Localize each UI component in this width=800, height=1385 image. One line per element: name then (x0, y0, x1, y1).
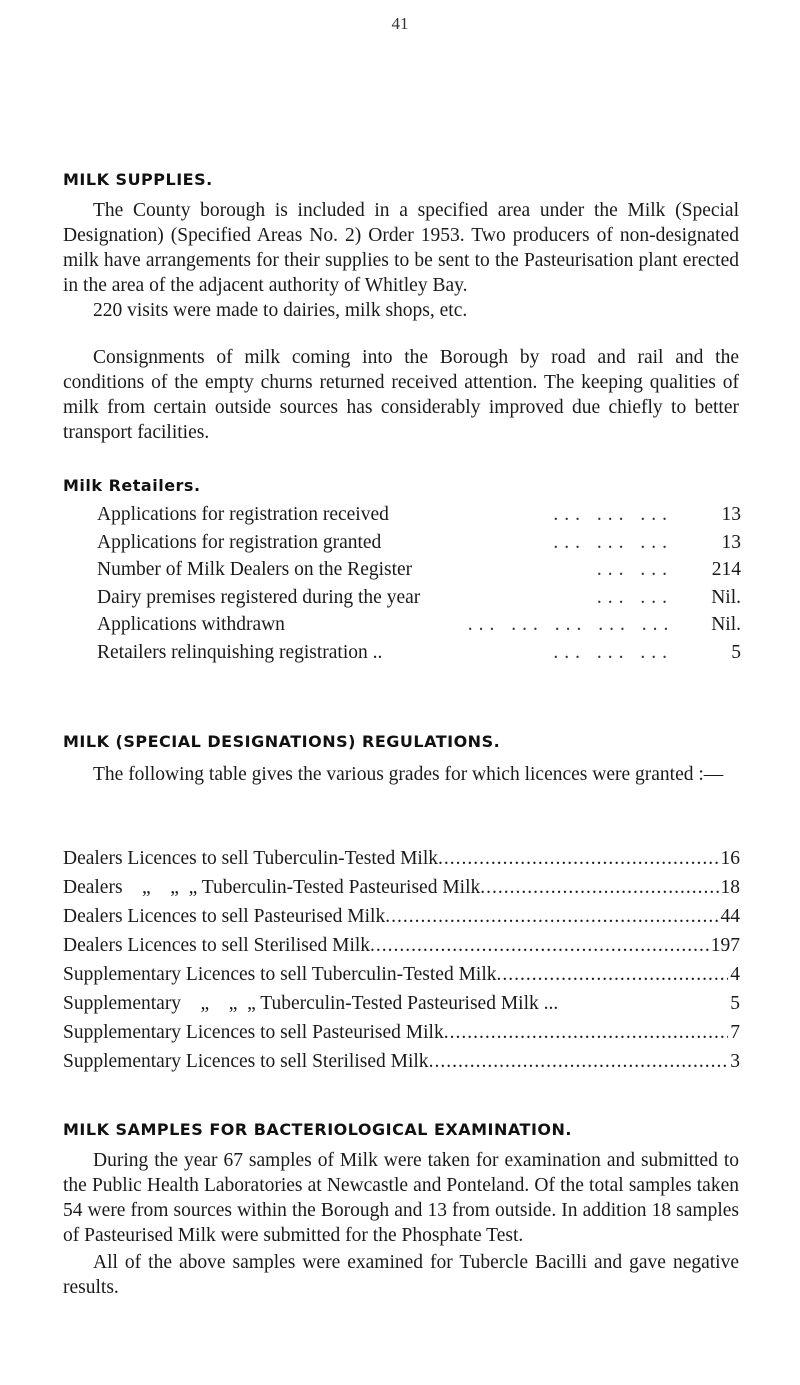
licence-row-label: Supplementary „ „ „ Tuberculin-Tested Pasteurised Milk ... (63, 993, 559, 1014)
leader-dots: ... ... ... (553, 641, 673, 663)
licence-row (63, 964, 740, 993)
retailers-row-label: Applications for registration granted (97, 531, 382, 553)
licence-row-label: Dealers Licences to sell Sterilised Milk (63, 935, 371, 956)
licence-row-label: Supplementary Licences to sell Tuberculin-Tested Milk (63, 964, 497, 985)
licence-row-value: 4 (730, 964, 740, 985)
retailers-row-label: Applications withdrawn (97, 614, 285, 635)
retailers-row-label: Number of Milk Dealers on the Register (97, 559, 413, 580)
leader-dots: ... ... (596, 586, 673, 608)
retailers-row-value: 5 (731, 641, 741, 663)
licence-row-value: 7 (730, 1022, 740, 1043)
licence-row-label: Supplementary Licences to sell Pasteurised Milk (63, 1022, 444, 1043)
leader-dots (429, 1051, 729, 1073)
licence-row-value: 3 (730, 1051, 740, 1072)
leader-dots (370, 935, 709, 957)
milk-retailers-heading: Milk Retailers. (63, 476, 201, 495)
leader-dots: ... ... ... ... ... (467, 614, 675, 635)
bacteriological-heading: MILK SAMPLES FOR BACTERIOLOGICAL EXAMINATION. (63, 1120, 572, 1139)
licence-row-value: 18 (720, 877, 740, 898)
special-designations-heading: MILK (SPECIAL DESIGNATIONS) REGULATIONS. (63, 732, 501, 751)
leader-dots: ... ... (596, 559, 673, 580)
retailers-row-label: Retailers relinquishing registration .. (97, 641, 383, 663)
retailers-row (97, 504, 741, 532)
milk-supplies-heading: MILK SUPPLIES. (63, 170, 213, 189)
retailers-row-value: Nil. (711, 614, 741, 635)
milk-supplies-paragraph-2: 220 visits were made to dairies, milk shops, etc. (93, 300, 468, 321)
bacteriological-paragraph-1: During the year 67 samples of Milk were taken for examination and submitted to the Public Health Laboratories at Newcastle and Ponteland. Of the total samples taken 54 were from sources within the Borough and 13 from outside. In addition 18 samples of Pasteurised Milk were submitted for the Phosphate Test. (63, 1150, 739, 1246)
retailers-row-value: 214 (711, 559, 741, 580)
retailers-row (97, 614, 741, 642)
licence-row (63, 1051, 740, 1080)
leader-dots (444, 1022, 729, 1044)
licence-row (63, 848, 740, 877)
retailers-row (97, 532, 741, 560)
leader-dots (480, 877, 718, 899)
licence-row-label: Dealers Licences to sell Tuberculin-Tested Milk (63, 848, 439, 869)
retailers-row-label: Applications for registration received (97, 504, 389, 525)
licence-row-label: Dealers Licences to sell Pasteurised Milk (63, 906, 386, 927)
licence-row-value: 197 (710, 935, 740, 956)
retailers-row-value: Nil. (711, 586, 741, 608)
milk-supplies-paragraph-3: Consignments of milk coming into the Borough by road and rail and the conditions of the empty churns returned received attention. The keeping qualities of milk from certain outside sources has considerably improved due chiefly to better transport facilities. (63, 347, 739, 443)
retailers-row-value: 13 (721, 531, 741, 553)
licence-row (63, 935, 740, 964)
leader-dots (385, 906, 718, 928)
retailers-row (97, 642, 741, 670)
licence-row (63, 877, 740, 906)
milk-supplies-paragraph-1: The County borough is included in a specified area under the Milk (Special Designation) (Specified Areas No. 2) Order 1953. Two producers of non-designated milk have arrangements for their supplies to be sent to the Pasteurisation plant erected in the area of the adjacent authority of Whitley Bay. (63, 200, 739, 296)
retailers-row (97, 559, 741, 587)
retailers-row (97, 587, 741, 615)
licence-row (63, 993, 740, 1022)
licence-row-value: 44 (720, 906, 740, 927)
retailers-table (97, 504, 741, 669)
licence-row-value: 16 (720, 848, 740, 869)
leader-dots: ... ... ... (553, 504, 673, 525)
special-designations-intro: The following table gives the various grades for which licences were granted :— (93, 764, 724, 785)
retailers-row-value: 13 (721, 504, 741, 525)
leader-dots: ... ... ... (553, 531, 673, 553)
licences-list (63, 848, 740, 1080)
retailers-row-label: Dairy premises registered during the year (97, 586, 421, 608)
bacteriological-paragraph-2: All of the above samples were examined for Tubercle Bacilli and gave negative results. (63, 1252, 739, 1298)
licence-row (63, 906, 740, 935)
leader-dots (497, 964, 729, 986)
licence-row-label: Dealers „ „ „ Tuberculin-Tested Pasteurised Milk (63, 877, 481, 898)
licence-row (63, 1022, 740, 1051)
leader-dots (438, 848, 718, 870)
licence-row-value: 5 (730, 993, 740, 1014)
licence-row-label: Supplementary Licences to sell Sterilised Milk (63, 1051, 429, 1072)
page-number: 41 (391, 14, 409, 33)
